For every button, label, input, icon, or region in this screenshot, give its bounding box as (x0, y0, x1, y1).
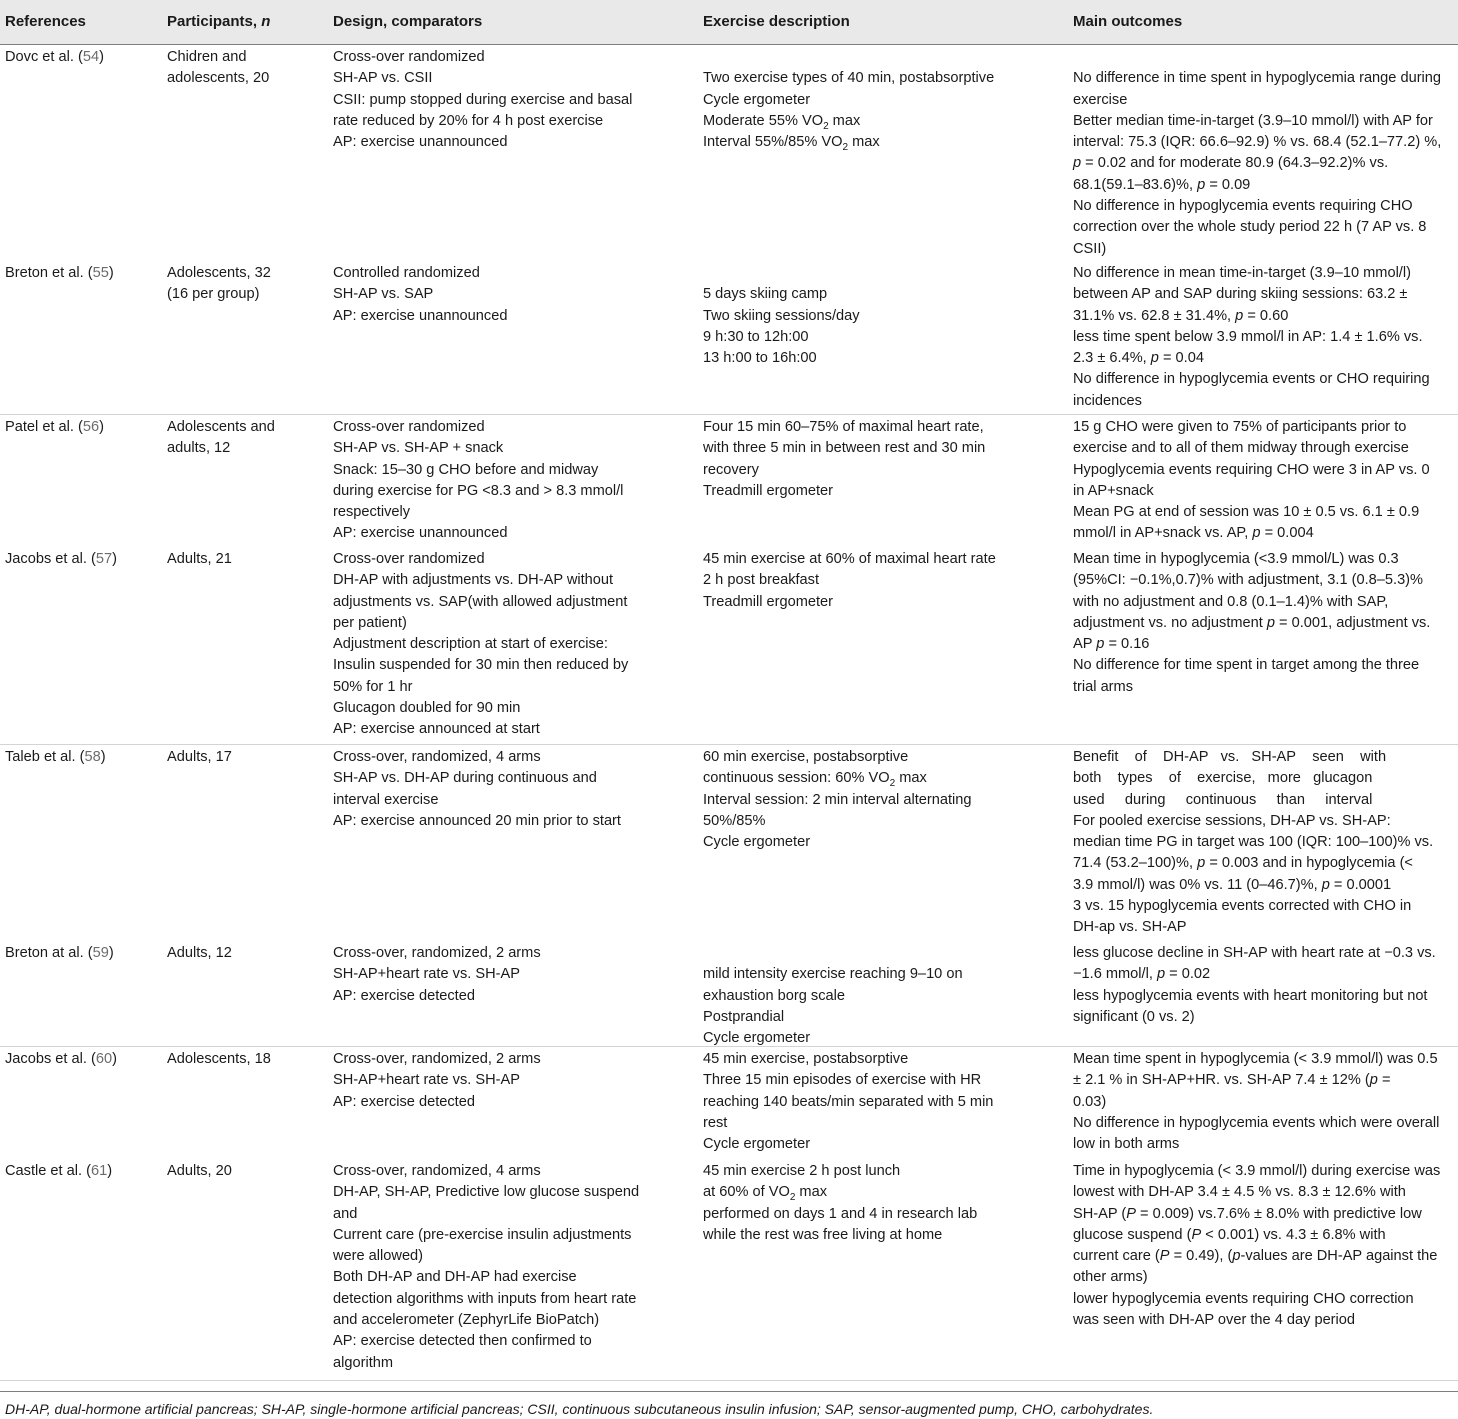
cell-line: 3 vs. 15 hypoglycemia events corrected with CHO in (1073, 898, 1412, 915)
participants-cell (167, 47, 269, 90)
cell-line: No difference in hypoglycemia events which were overall (1073, 1114, 1440, 1131)
outcomes-cell (1073, 943, 1436, 1028)
cell-line: recovery (703, 461, 759, 478)
cell-line: 2 h post breakfast (703, 572, 820, 589)
header-outcomes: Main outcomes (1073, 13, 1183, 30)
cell-line: Cross-over randomized (333, 49, 485, 65)
outcomes-cell (1073, 263, 1430, 412)
exercise-cell (703, 549, 996, 613)
cell-line: 50% for 1 hr (333, 678, 413, 695)
cell-line: No difference in time spent in hypoglycemia range during (1073, 70, 1442, 87)
citation-link[interactable]: 54 (82, 49, 100, 65)
cell-line: Mean time in hypoglycemia (<3.9 mmol/L) was 0.3 (1073, 551, 1399, 567)
cell-line: rest (703, 1114, 728, 1131)
cell-line: Adjustment description at start of exercise: (333, 636, 608, 653)
table-header (0, 0, 1458, 45)
cell-line: Moderate 55% $VO_2$ max (703, 112, 861, 132)
cell-line: 71.4 (53.2–100)%, p = 0.003 and in hypoglycemia (< (1073, 855, 1413, 872)
cell-line: Mean time spent in hypoglycemia (< 3.9 mmol/l) was 0.5 (1073, 1051, 1438, 1067)
cell-line: was seen with DH-AP over the 4 day period (1073, 1312, 1356, 1329)
cell-line: between AP and SAP during skiing sessions: 63.2 ± (1073, 286, 1408, 303)
participants-cell (167, 1161, 232, 1182)
reference-cell: Breton at al. (59) (5, 945, 114, 961)
cell-line: low in both arms (1073, 1136, 1180, 1153)
design-cell (333, 417, 623, 545)
participants-cell (167, 549, 232, 570)
design-cell (333, 263, 507, 327)
exercise-cell (703, 263, 860, 369)
table-row (0, 546, 1458, 745)
outcomes-cell (1073, 549, 1430, 698)
cell-line: 13 h:00 to 16h:00 (703, 350, 817, 367)
citation-link[interactable]: 56 (82, 419, 100, 435)
cell-line: lower hypoglycemia events requiring CHO correction (1073, 1290, 1414, 1307)
cell-line: per patient) (333, 614, 407, 631)
reference-cell: Breton et al. (55) (5, 265, 114, 281)
citation-link[interactable]: 55 (92, 265, 109, 281)
cell-line: Adolescents, 18 (167, 1051, 271, 1067)
cell-line: Controlled randomized (333, 265, 480, 281)
cell-line: SH-AP (P = 0.009) vs.7.6% ± 8.0% with predictive low (1073, 1205, 1422, 1222)
participants-cell (167, 417, 275, 460)
cell-line: both types of exercise, more glucagon (1073, 770, 1373, 787)
participants-cell (167, 943, 232, 964)
cell-line: respectively (333, 504, 411, 521)
cell-line: 50%/85% (703, 812, 766, 829)
cell-line (703, 263, 860, 284)
citation-link[interactable]: 61 (90, 1163, 108, 1179)
cell-line: No difference for time spent in target among the three (1073, 657, 1420, 674)
cell-line: Adults, 21 (167, 551, 232, 567)
cell-line (1073, 47, 1441, 68)
cell-line: Glucagon doubled for 90 min (333, 700, 521, 717)
cell-line: ± 2.1 % in SH-AP+HR. vs. SH-AP 7.4 ± 12% (p = (1073, 1072, 1391, 1089)
cell-line: current care (P = 0.49), (p-values are DH-AP against the (1073, 1248, 1438, 1265)
participants-cell (167, 1049, 271, 1070)
cell-line: Two skiing sessions/day (703, 307, 860, 324)
reference-cell: Dovc et al. (54) (5, 49, 104, 65)
table-row (0, 414, 1458, 547)
cell-line: No difference in mean time-in-target (3.9–10 mmol/l) (1073, 265, 1411, 281)
cell-line: detection algorithms with inputs from heart rate (333, 1290, 637, 1307)
cell-line: Three 15 min episodes of exercise with HR (703, 1072, 982, 1089)
cell-line: Adults, 20 (167, 1163, 232, 1179)
cell-line: Both DH-AP and DH-AP had exercise (333, 1269, 577, 1286)
cell-line: rate reduced by 20% for 4 h post exercise (333, 112, 604, 129)
table-row (0, 260, 1458, 415)
cell-line: exhaustion borg scale (703, 987, 845, 1004)
cell-line: No difference in hypoglycemia events or CHO requiring (1073, 371, 1430, 388)
cell-line: Adolescents, 32 (167, 265, 271, 281)
cell-line: Adults, 17 (167, 749, 232, 765)
cell-line: Postprandial (703, 1008, 785, 1025)
cell-line: Cross-over randomized (333, 551, 485, 567)
cell-line: lowest with DH-AP 3.4 ± 4.5 % vs. 8.3 ± 12.6% with (1073, 1184, 1406, 1201)
cell-line: Better median time-in-target (3.9–10 mmol/l) with AP for (1073, 112, 1433, 129)
cell-line: exercise (1073, 91, 1128, 108)
cell-line: SH-AP vs. DH-AP during continuous and (333, 770, 597, 787)
cell-line: For pooled exercise sessions, DH-AP vs. SH-AP: (1073, 812, 1391, 829)
cell-line: at 60% of $VO_2$ max (703, 1184, 827, 1204)
cell-line: Current care (pre-exercise insulin adjustments (333, 1226, 632, 1243)
cell-line: AP p = 0.16 (1073, 636, 1150, 653)
table-row (0, 44, 1458, 261)
cell-line: 45 min exercise 2 h post lunch (703, 1163, 901, 1179)
cell-line: and (333, 1205, 358, 1222)
cell-line: SH-AP vs. CSII (333, 70, 433, 87)
header-references: References (5, 13, 86, 30)
cell-line: Cross-over, randomized, 2 arms (333, 1051, 541, 1067)
cell-line: 45 min exercise at 60% of maximal heart rate (703, 551, 996, 567)
cell-line: and accelerometer (ZephyrLife BioPatch) (333, 1312, 600, 1329)
design-cell (333, 549, 628, 741)
cell-line: continuous session: 60% $VO_2$ max (703, 770, 927, 790)
cell-line: AP: exercise announced 20 min prior to start (333, 812, 621, 829)
cell-line: CSII) (1073, 240, 1107, 257)
citation-link[interactable]: 59 (92, 945, 109, 961)
cell-line: Cross-over randomized (333, 419, 485, 435)
table-row (0, 1046, 1458, 1159)
cell-line: Two exercise types of 40 min, postabsorptive (703, 70, 995, 87)
cell-line: mmol/l in AP+snack vs. AP, p = 0.004 (1073, 525, 1314, 542)
cell-line: 68.1(59.1–83.6)%, p = 0.09 (1073, 176, 1251, 193)
cell-line: correction over the whole study period 22 h (7 AP vs. 8 (1073, 219, 1427, 236)
cell-line: AP: exercise detected (333, 1093, 475, 1110)
reference-cell: Patel et al. (56) (5, 419, 104, 435)
cell-line: 0.03) (1073, 1093, 1107, 1110)
outcomes-cell (1073, 47, 1441, 260)
cell-line: less hypoglycemia events with heart monitoring but not (1073, 987, 1428, 1004)
cell-line: No difference in hypoglycemia events requiring CHO (1073, 198, 1413, 215)
cell-line: adjustments vs. SAP(with allowed adjustment (333, 593, 628, 610)
participants-cell (167, 747, 232, 768)
cell-line: CSII: pump stopped during exercise and basal (333, 91, 633, 108)
cell-line: mild intensity exercise reaching 9–10 on (703, 966, 963, 983)
cell-line: Time in hypoglycemia (< 3.9 mmol/l) during exercise was (1073, 1163, 1441, 1179)
cell-line: DH-AP with adjustments vs. DH-AP without (333, 572, 614, 589)
exercise-cell (703, 1049, 993, 1155)
table-row (0, 744, 1458, 941)
exercise-cell (703, 747, 972, 853)
cell-line: SH-AP vs. SAP (333, 286, 434, 303)
outcomes-cell (1073, 1161, 1440, 1331)
cell-line: Snack: 15–30 g CHO before and midway (333, 461, 599, 478)
cell-line: Cross-over, randomized, 4 arms (333, 1163, 541, 1179)
exercise-cell (703, 47, 994, 153)
design-cell (333, 1049, 541, 1113)
cell-line: Cycle ergometer (703, 1136, 811, 1153)
cell-line: Cycle ergometer (703, 91, 811, 108)
cell-line: glucose suspend (P < 0.001) vs. 4.3 ± 6.8% with (1073, 1226, 1386, 1243)
cell-line: Cycle ergometer (703, 1030, 811, 1047)
cell-line: SH-AP vs. SH-AP + snack (333, 440, 504, 457)
outcomes-cell (1073, 417, 1430, 545)
cell-line: median time PG in target was 100 (IQR: 100–100)% vs. (1073, 834, 1434, 851)
cell-line: 2.3 ± 6.4%, p = 0.04 (1073, 350, 1204, 367)
cell-line: Cycle ergometer (703, 834, 811, 851)
cell-line: interval exercise (333, 791, 439, 808)
cell-line: 15 g CHO were given to 75% of participants prior to (1073, 419, 1407, 435)
cell-line: were allowed) (333, 1248, 424, 1265)
reference-cell: Jacobs et al. (60) (5, 1051, 117, 1067)
cell-line: AP: exercise unannounced (333, 307, 508, 324)
cell-line: algorithm (333, 1354, 394, 1371)
outcomes-cell (1073, 1049, 1439, 1155)
cell-line: AP: exercise unannounced (333, 134, 508, 151)
cell-line: p = 0.02 and for moderate 80.9 (64.3–92.2)% vs. (1073, 155, 1389, 172)
cell-line: Treadmill ergometer (703, 482, 834, 499)
cell-line: adolescents, 20 (167, 70, 270, 87)
cell-line: significant (0 vs. 2) (1073, 1008, 1195, 1025)
cell-line: DH-AP, SH-AP, Predictive low glucose suspend (333, 1184, 640, 1201)
cell-line: Benefit of DH-AP vs. SH-AP seen with (1073, 749, 1387, 765)
design-cell (333, 943, 541, 1007)
header-exercise: Exercise description (703, 13, 850, 30)
cell-line: SH-AP+heart rate vs. SH-AP (333, 1072, 520, 1089)
cell-line: Cross-over, randomized, 4 arms (333, 749, 541, 765)
cell-line: AP: exercise detected then confirmed to (333, 1333, 592, 1350)
cell-line: 9 h:30 to 12h:00 (703, 328, 809, 345)
cell-line: SH-AP+heart rate vs. SH-AP (333, 966, 520, 983)
cell-line: (16 per group) (167, 286, 260, 303)
cell-line: during exercise for PG <8.3 and > 8.3 mmol/l (333, 482, 624, 499)
cell-line: Adolescents and (167, 419, 275, 435)
table-row (0, 940, 1458, 1047)
cell-line: 31.1% vs. 62.8 ± 31.4%, p = 0.60 (1073, 307, 1289, 324)
cell-line: trial arms (1073, 678, 1133, 695)
header-design: Design, comparators (333, 13, 483, 30)
cell-line: Mean PG at end of session was 10 ± 0.5 vs. 6.1 ± 0.9 (1073, 504, 1420, 521)
outcomes-cell (1073, 747, 1433, 939)
cell-line: while the rest was free living at home (703, 1226, 943, 1243)
design-cell (333, 47, 632, 153)
cell-line: less time spent below 3.9 mmol/l in AP: 1.4 ± 1.6% vs. (1073, 328, 1423, 345)
design-cell (333, 1161, 639, 1374)
cell-line: Treadmill ergometer (703, 593, 834, 610)
reference-cell: Jacobs et al. (57) (5, 551, 117, 567)
cell-line: Interval session: 2 min interval alternating (703, 791, 972, 808)
cell-line: AP: exercise detected (333, 987, 475, 1004)
cell-line: 5 days skiing camp (703, 286, 828, 303)
exercise-cell (703, 1161, 977, 1246)
cell-line: adults, 12 (167, 440, 231, 457)
cell-line (703, 943, 963, 964)
cell-line: 45 min exercise, postabsorptive (703, 1051, 909, 1067)
footnote-text: DH-AP, dual-hormone artificial pancreas; SH-AP, single-hormone artificial pancreas; CSII, continuous subcutaneous insulin infusion; SAP, sensor-augmented pump, CHO, carbohydrates. (5, 1401, 1154, 1417)
cell-line: interval: 75.3 (IQR: 66.6–92.9) % vs. 68.4 (52.1–77.2) %, (1073, 134, 1442, 151)
exercise-cell (703, 943, 963, 1049)
cell-line: other arms) (1073, 1269, 1148, 1286)
cell-line: less glucose decline in SH-AP with heart rate at −0.3 vs. (1073, 945, 1436, 961)
cell-line: AP: exercise announced at start (333, 721, 540, 738)
cell-line: adjustment vs. no adjustment p = 0.001, adjustment vs. (1073, 614, 1431, 631)
participants-cell (167, 263, 271, 306)
cell-line: AP: exercise unannounced (333, 525, 508, 542)
cell-line: used during continuous than interval (1073, 791, 1373, 808)
cell-line: performed on days 1 and 4 in research lab (703, 1205, 978, 1222)
cell-line: 60 min exercise, postabsorptive (703, 749, 909, 765)
table-footnote (0, 1391, 1458, 1417)
header-participants: Participants, n (167, 13, 271, 30)
cell-line: Insulin suspended for 30 min then reduced by (333, 657, 629, 674)
cell-line (703, 47, 994, 68)
cell-line: Cross-over, randomized, 2 arms (333, 945, 541, 961)
cell-line: Chidren and (167, 49, 247, 65)
cell-line: DH-ap vs. SH-AP (1073, 919, 1187, 936)
cell-line: exercise and to all of them midway through exercise (1073, 440, 1409, 457)
citation-link[interactable]: 57 (95, 551, 113, 567)
cell-line: Hypoglycemia events requiring CHO were 3 in AP vs. 0 (1073, 461, 1430, 478)
reference-cell: Taleb et al. (58) (5, 749, 106, 765)
design-cell (333, 747, 621, 832)
cell-line: Adults, 12 (167, 945, 232, 961)
cell-line: incidences (1073, 392, 1142, 409)
citation-link[interactable]: 60 (95, 1051, 113, 1067)
cell-line: Four 15 min 60–75% of maximal heart rate, (703, 419, 984, 435)
cell-line: 3.9 mmol/l) was 0% vs. 11 (0–46.7)%, p = 0.0001 (1073, 876, 1392, 893)
cell-line: Interval 55%/85% $VO_2$ max (703, 134, 880, 154)
cell-line: −1.6 mmol/l, p = 0.02 (1073, 966, 1211, 983)
cell-line: (95%CI: −0.1%,0.7)% with adjustment, 3.1 (0.8–5.3)% (1073, 572, 1424, 589)
exercise-cell (703, 417, 985, 502)
cell-line: with three 5 min in between rest and 30 min (703, 440, 986, 457)
cell-line: reaching 140 beats/min separated with 5 min (703, 1093, 994, 1110)
table-row (0, 1158, 1458, 1381)
cell-line: with no adjustment and 0.8 (0.1–1.4)% with SAP, (1073, 593, 1389, 610)
reference-cell: Castle et al. (61) (5, 1163, 113, 1179)
citation-link[interactable]: 58 (84, 749, 101, 765)
cell-line: in AP+snack (1073, 482, 1154, 499)
